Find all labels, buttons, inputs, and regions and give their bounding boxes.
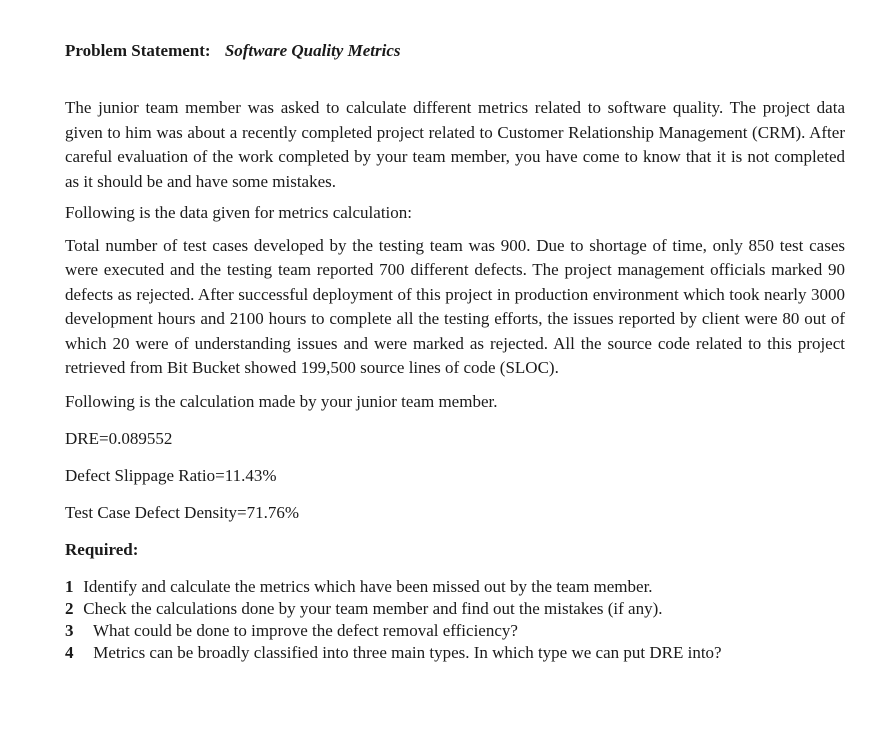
document	[65, 40, 845, 664]
slippage-metric: Defect Slippage Ratio=11.43%	[65, 465, 277, 485]
dre-metric: DRE=0.089552	[65, 428, 173, 448]
list-item	[65, 620, 845, 642]
list-item	[65, 642, 845, 664]
title-subject: Software Quality Metrics	[224, 41, 401, 60]
item-number: 3	[65, 620, 74, 640]
required-heading: Required:	[65, 539, 139, 559]
item-number: 4	[65, 642, 74, 662]
density-metric: Test Case Defect Density=71.76%	[65, 502, 300, 522]
problem-statement-title	[65, 40, 845, 62]
item-text: What could be done to improve the defect removal efficiency?	[92, 620, 518, 640]
list-item	[65, 598, 845, 620]
data-body-paragraph: Total number of test cases developed by the testing team was 900. Due to shortage of time, only 850 test cases were executed and the testing team reported 700 different defects. The project management officials marked 90 defects as rejected. After successful deployment of this project in production environment which took nearly 3000 development hours and 2100 hours to complete all the testing efforts, the issues reported by client were 80 out of which 20 were of understanding issues and were marked as rejected. All the source code related to this project retrieved from Bit Bucket showed 199,500 source lines of code (SLOC).	[65, 235, 845, 377]
intro-paragraph: The junior team member was asked to calculate different metrics related to software quality. The project data given to him was about a recently completed project related to Customer Relationship Management (CRM). After careful evaluation of the work completed by your team member, you have come to know that it is not completed as it should be and have some mistakes.	[65, 98, 845, 191]
required-list	[65, 576, 845, 664]
data-lead-paragraph: Following is the data given for metrics calculation:	[65, 203, 412, 222]
calc-lead-paragraph: Following is the calculation made by your junior team member.	[65, 391, 498, 411]
title-label: Problem Statement:	[65, 41, 211, 60]
item-number: 2	[65, 598, 74, 618]
item-number: 1	[65, 576, 74, 596]
item-text: Metrics can be broadly classified into three main types. In which type we can put DRE into?	[93, 642, 722, 662]
item-text: Identify and calculate the metrics which have been missed out by the team member.	[83, 576, 653, 596]
list-item	[65, 576, 845, 598]
item-text: Check the calculations done by your team member and find out the mistakes (if any).	[83, 598, 663, 618]
